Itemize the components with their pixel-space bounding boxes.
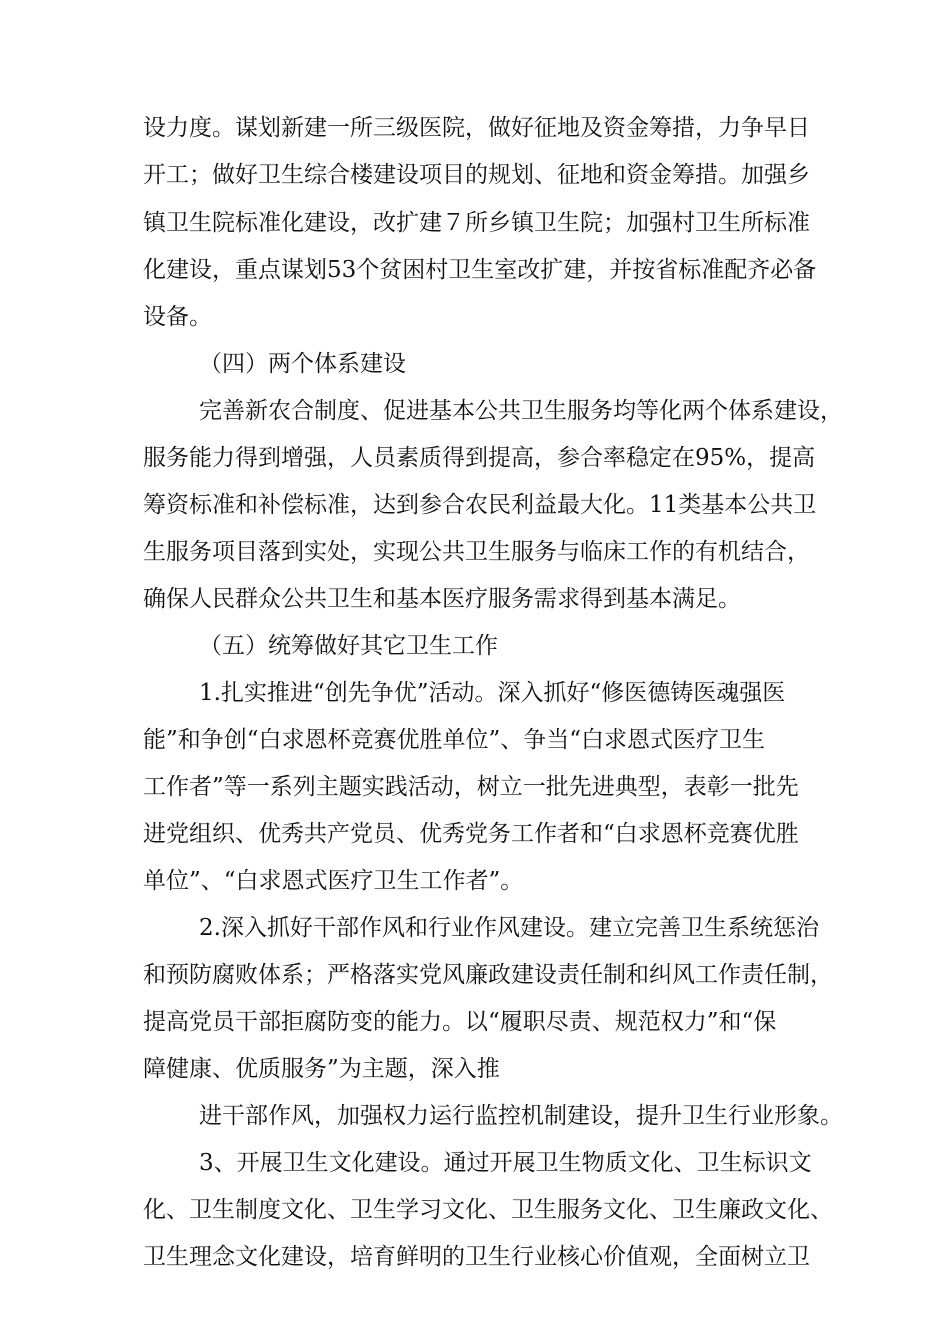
paragraph-line: 工作者”等一系列主题实践活动，树立一批先进典型，表彰一批先: [143, 774, 799, 800]
paragraph-line: 开工；做好卫生综合楼建设项目的规划、征地和资金筹措。加强乡: [143, 162, 810, 188]
paragraph-line: 1.扎实推进“创先争优”活动。深入抓好“修医德铸医魂强医: [199, 680, 786, 706]
paragraph-line: 单位”、“白求恩式医疗卫生工作者”。: [143, 868, 524, 894]
section-heading: （五）统筹做好其它卫生工作: [199, 633, 498, 659]
paragraph-line: 2.深入抓好干部作风和行业作风建设。建立完善卫生系统惩治: [199, 915, 819, 941]
paragraph-line: 提高党员干部拒腐防变的能力。以“履职尽责、规范权力”和“保: [143, 1009, 777, 1035]
paragraph-line: 设备。: [143, 304, 212, 330]
paragraph-line: 卫生理念文化建设，培育鲜明的卫生行业核心价值观，全面树立卫: [143, 1244, 810, 1270]
section-heading: （四）两个体系建设: [199, 351, 406, 377]
paragraph-line: 生服务项目落到实处，实现公共卫生服务与临床工作的有机结合，: [143, 539, 810, 565]
paragraph-line: 和预防腐败体系；严格落实党风廉政建设责任制和纠风工作责任制，: [143, 962, 833, 988]
paragraph-line: 障健康、优质服务”为主题，深入推: [143, 1056, 500, 1082]
paragraph-line: 进党组织、优秀共产党员、优秀党务工作者和“白求恩杯竞赛优胜: [143, 821, 799, 847]
paragraph-line: 筹资标准和补偿标准，达到参合农民利益最大化。11类基本公共卫: [143, 492, 817, 518]
paragraph-line: 确保人民群众公共卫生和基本医疗服务需求得到基本满足。: [143, 586, 741, 612]
paragraph-line: 化、卫生制度文化、卫生学习文化、卫生服务文化、卫生廉政文化、: [143, 1197, 833, 1223]
paragraph-line: 设力度。谋划新建一所三级医院，做好征地及资金筹措，力争早日: [143, 115, 810, 141]
paragraph-line: 能”和争创“白求恩杯竞赛优胜单位”、争当“白求恩式医疗卫生: [143, 727, 766, 753]
paragraph-line: 镇卫生院标准化建设，改扩建７所乡镇卫生院；加强村卫生所标准: [143, 210, 810, 236]
paragraph-line: 服务能力得到增强，人员素质得到提高，参合率稳定在95%，提高: [143, 445, 816, 471]
paragraph-line: 3、开展卫生文化建设。通过开展卫生物质文化、卫生标识文: [199, 1150, 812, 1176]
paragraph-line: 化建设，重点谋划53个贫困村卫生室改扩建，并按省标准配齐必备: [143, 257, 817, 283]
paragraph-line: 完善新农合制度、促进基本公共卫生服务均等化两个体系建设，: [199, 398, 843, 424]
paragraph-line: 进干部作风，加强权力运行监控机制建设，提升卫生行业形象。: [199, 1103, 843, 1129]
